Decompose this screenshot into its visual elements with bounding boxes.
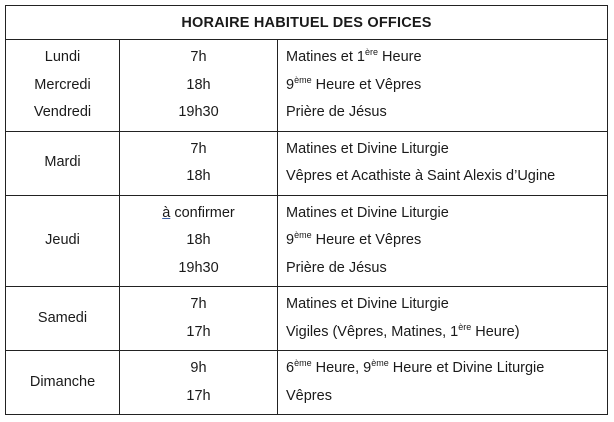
office-label: Vêpres et Acathiste à Saint Alexis d’Ugine [286, 168, 556, 184]
time-label: 18h [186, 168, 211, 184]
time-label: 18h [186, 232, 211, 248]
time-label: 7h [190, 49, 207, 65]
time-label: 19h30 [178, 259, 219, 276]
schedule-row [6, 40, 608, 132]
office-label: Matines et Divine Liturgie [286, 296, 449, 312]
time-cell [120, 287, 278, 351]
day-cell [6, 351, 120, 415]
office-label: Matines et Divine Liturgie [286, 140, 449, 157]
time-cell [120, 131, 278, 195]
day-cell [6, 40, 120, 132]
office-schedule-table [5, 5, 608, 415]
office-label: Matines et Divine Liturgie [286, 204, 449, 221]
office-cell [278, 131, 608, 195]
schedule-title: HORAIRE HABITUEL DES OFFICES [6, 6, 608, 40]
office-label: Vigiles (Vêpres, Matines, 1ère Heure) [286, 321, 520, 340]
office-label: Matines et 1ère Heure [286, 47, 422, 65]
time-label: 7h [190, 296, 207, 312]
day-cell [6, 287, 120, 351]
office-label: 9ème Heure et Vêpres [286, 74, 422, 93]
schedule-row [6, 195, 608, 287]
time-cell [120, 195, 278, 287]
office-cell [278, 195, 608, 287]
day-label: Mardi [44, 154, 81, 171]
day-cell [6, 195, 120, 287]
schedule-row [6, 287, 608, 351]
office-cell [278, 287, 608, 351]
day-label: Dimanche [29, 373, 96, 390]
schedule-row [6, 351, 608, 415]
time-label: à confirmer [162, 204, 235, 221]
office-label: Prière de Jésus [286, 259, 387, 276]
office-cell [278, 351, 608, 415]
time-cell [120, 351, 278, 415]
day-cell [6, 131, 120, 195]
time-label: 9h [190, 360, 207, 376]
office-label: 6ème Heure, 9ème Heure et Divine Liturgie [286, 358, 545, 376]
day-label: Lundi [44, 49, 81, 65]
office-label: 9ème Heure et Vêpres [286, 230, 422, 248]
schedule-row [6, 131, 608, 195]
day-label: Vendredi [33, 104, 92, 120]
day-label: Jeudi [45, 232, 80, 248]
schedule-body [6, 40, 608, 415]
office-label: Prière de Jésus [286, 104, 387, 120]
office-cell [278, 40, 608, 132]
time-label: 17h [186, 323, 211, 340]
time-label: 17h [186, 387, 211, 404]
time-label: 7h [190, 140, 207, 157]
day-label: Mercredi [34, 76, 91, 93]
day-label: Samedi [37, 309, 88, 326]
time-label: 18h [186, 76, 211, 93]
time-cell [120, 40, 278, 132]
office-label: Vêpres [286, 387, 332, 404]
time-label: 19h30 [178, 104, 219, 120]
